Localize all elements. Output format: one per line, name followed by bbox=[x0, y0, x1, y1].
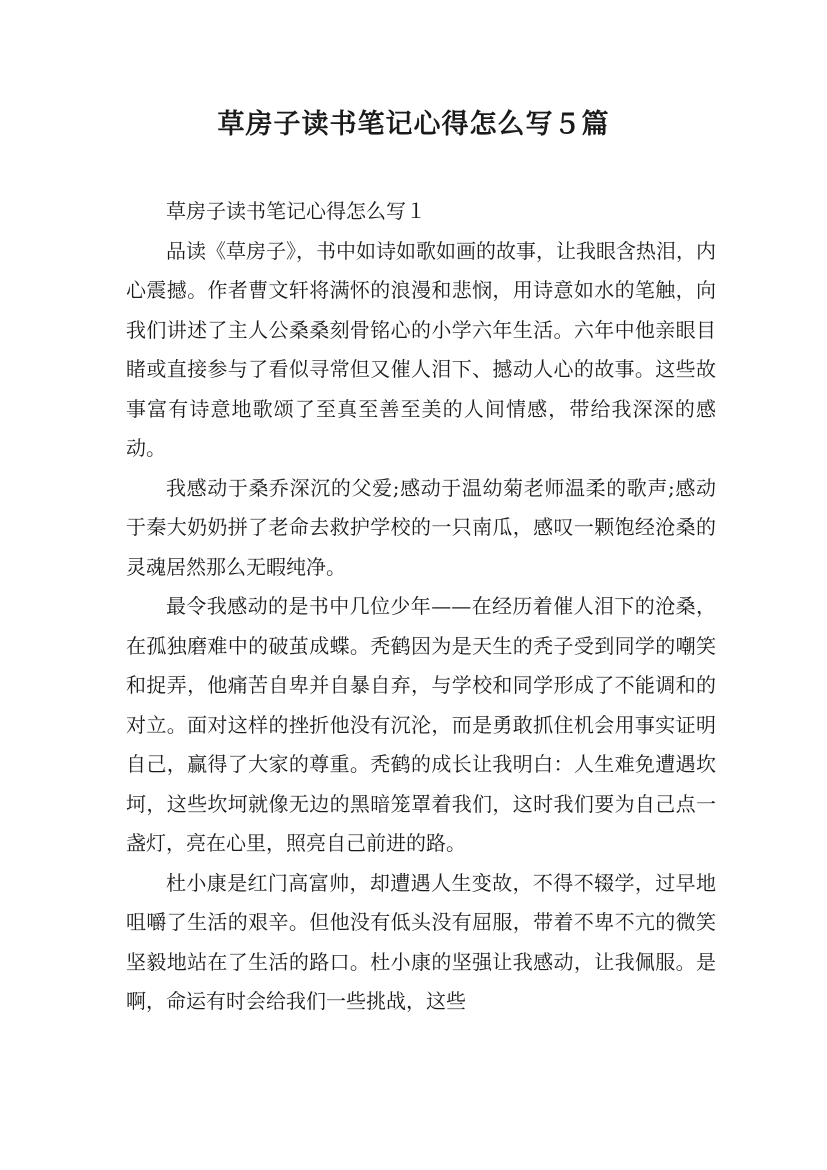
document-title: 草房子读书笔记心得怎么写５篇 bbox=[217, 109, 610, 140]
paragraph-2: 我感动于桑乔深沉的父爱;感动于温幼菊老师温柔的歌声;感动于秦大奶奶拼了老命去救护学校的一只南瓜，感叹一颗饱经沧桑的灵魂居然那么无暇纯净。 bbox=[126, 475, 716, 579]
paragraph-3: 最令我感动的是书中几位少年——在经历着催人泪下的沧桑，在孤独磨难中的破茧成蝶。秃鹤因为是天生的秃子受到同学的嘲笑和捉弄，他痛苦自卑并自暴自弃，与学校和同学形成了不能调和的对立。面对这样的挫折他没有沉沦，而是勇敢抓住机会用事实证明自己，赢得了大家的尊重。秃鹤的成长让我明白：人生难免遭遇坎坷，这些坎坷就像无边的黑暗笼罩着我们，这时我们要为自己点一盏灯，亮在心里，照亮自己前进的路。 bbox=[126, 594, 716, 855]
paragraph-1: 品读《草房子》，书中如诗如歌如画的故事，让我眼含热泪，内心震撼。作者曹文轩将满怀的浪漫和悲悯，用诗意如水的笔触，向我们讲述了主人公桑桑刻骨铭心的小学六年生活。六年中他亲眼目睹或直接参与了看似寻常但又催人泪下、撼动人心的故事。这些故事富有诗意地歌颂了至真至善至美的人间情感，带给我深深的感动。 bbox=[126, 238, 716, 460]
section-heading: 草房子读书笔记心得怎么写１ bbox=[166, 199, 426, 223]
document-body bbox=[126, 192, 716, 1022]
paragraph-4: 杜小康是红门高富帅，却遭遇人生变故，不得不辍学，过早地咀嚼了生活的艰辛。但他没有低头没有屈服，带着不卑不亢的微笑坚毅地站在了生活的路口。杜小康的坚强让我感动，让我佩服。是啊，命运有时会给我们一些挑战，这些 bbox=[126, 870, 716, 1013]
